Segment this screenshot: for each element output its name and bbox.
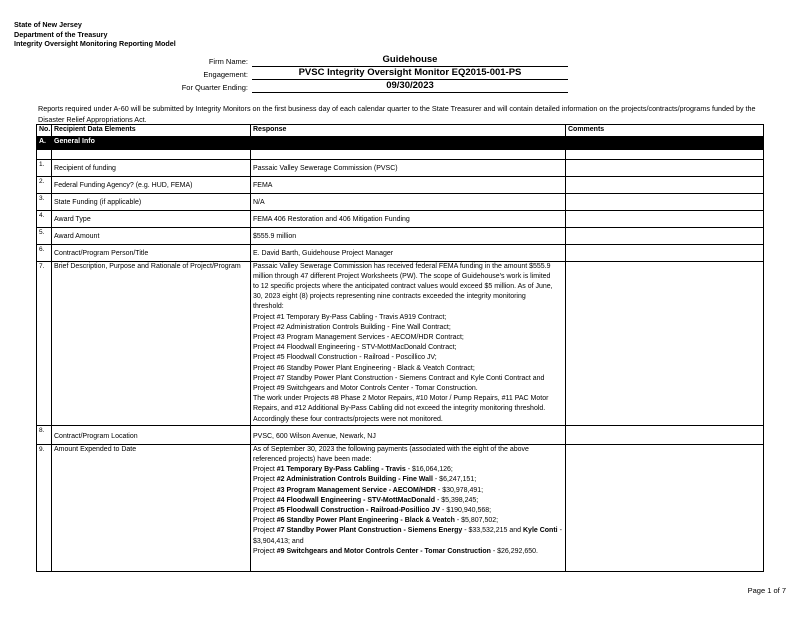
payment-line: Project #3 Program Management Service - AECOM/HDR - $30,978,491; [253,486,484,494]
table-row [37,193,764,210]
table-row-expended [37,444,764,571]
row-no: 9. [37,444,52,571]
quarter-value: 09/30/2023 [252,80,568,93]
payment-line: Project #4 Floodwall Engineering - STV-MottMacDonald - $5,398,245; [253,496,479,504]
recipient-data-table [36,124,764,572]
table-row [37,159,764,176]
row-comment [566,193,764,210]
agency-department: Department of the Treasury [14,29,108,39]
row-response: $555.9 million [251,227,566,244]
agency-header [14,20,176,49]
row-no: 2. [37,176,52,193]
firm-label: Firm Name: [208,57,248,66]
row-response: N/A [251,193,566,210]
row-no: 4. [37,210,52,227]
engagement-label: Engagement: [203,70,248,79]
row-no: 6. [37,244,52,261]
quarter-row [140,80,570,93]
row-comment [566,244,764,261]
row-comment [566,444,764,571]
row-comment [566,261,764,425]
row-comment [566,210,764,227]
agency-model: Integrity Oversight Monitoring Reporting Model [14,39,176,48]
payment-line: Project #6 Standby Power Plant Engineering - Black & Veatch - $5,807,502; [253,517,499,525]
payment-line: $3,904,413; and [253,537,304,545]
header-comments: Comments [566,125,764,137]
payment-line: Project #7 Standby Power Plant Construction - Siemens Energy - $33,532,215 and Kyle Conti - [253,527,562,535]
engagement-row [140,67,570,80]
engagement-value: PVSC Integrity Oversight Monitor EQ2015-001-PS [252,67,568,80]
quarter-label: For Quarter Ending: [181,83,248,92]
table-row [37,210,764,227]
row-no: 5. [37,227,52,244]
section-title: General Info [52,136,251,149]
payment-line: Project #1 Temporary By-Pass Cabling - Travis - $16,064,126; [253,466,453,474]
header-element: Recipient Data Elements [52,125,251,137]
row-comment [566,227,764,244]
row-element: Award Type [52,210,251,227]
row-element: Recipient of funding [52,159,251,176]
expended-response: As of September 30, 2023 the following payments (associated with the eight of the above referenced projects) have been made: Project #1 Temporary By-Pass Cabling - Travis - $16,064,126; Project #2 Administration Controls Building - Fine Wall - $6,247,151; Project #3 Program Management Service - AECOM/HDR - $30,978,491; Project #4 Floodwall Engineering - STV-MottMacDonald - $5,398,245; Project #5 Floodwall Construction - Railroad-Posillico JV - $190,940,568; Project #6 Standby Power Plant Engineering - Black & Veatch - $5,807,502; Project #7 Standby Power Plant Construction - Siemens Energy - $33,532,215 and Kyle Conti - $3,904,413; and Project #9 Switchgears and Motor Controls Center - Tomar Construction - $26,292,650. [251,444,566,571]
description-response: Passaic Valley Sewerage Commission has received federal FEMA funding in the amount $555.9 million through 47 different Project Worksheets (PW). The scope of Guidehouse's work is limited to 12 specific projects where the anticipated contract values would exceed $5 million. As of June, 30, 2023 eight (8) projects representing nine contracts exceeded the integrity monitoring threshold: Project #1 Temporary By-Pass Cabling - Travis A919 Contract; Project #2 Administration Controls Building - Fine Wall Contract; Project #3 Program Management Services - AECOM/HDR Contract; Project #4 Floodwall Engineering - STV-MottMacDonald Contract; Project #5 Floodwall Construction - Railroad - Poscillico JV; Project #6 Standby Power Plant Engineering - Black & Veatch Contract; Project #7 Standby Power Plant Construction - Siemens Contract and Kyle Conti Contract and Project #9 Switchgears and Motor Controls Center - Tomar Construction. The work under Projects #8 Phase 2 Motor Repairs, #10 Motor / Pump Repairs, #11 PAC Motor Repairs, and #12 Additional By-Pass Cabling did not exceed the integrity monitoring threshold. Accordingly these four contracts/projects were not monitored. [251,261,566,425]
row-response: E. David Barth, Guidehouse Project Manager [251,244,566,261]
section-row [37,136,764,149]
payment-line: Project #5 Floodwall Construction - Railroad-Posillico JV - $190,940,568; [253,506,492,514]
row-no: 3. [37,193,52,210]
agency-state: State of New Jersey [14,20,82,29]
table-row [37,244,764,261]
row-element: Federal Funding Agency? (e.g. HUD, FEMA) [52,176,251,193]
row-comment [566,159,764,176]
header-no: No. [37,125,52,137]
row-response: PVSC, 600 Wilson Avenue, Newark, NJ [251,425,566,444]
blank-row [37,149,764,159]
table-row [37,176,764,193]
report-meta [140,54,570,93]
row-response: Passaic Valley Sewerage Commission (PVSC) [251,159,566,176]
row-no: 1. [37,159,52,176]
section-no: A. [37,136,52,149]
table-row [37,227,764,244]
row-comment [566,176,764,193]
row-response: FEMA [251,176,566,193]
row-element: Brief Description, Purpose and Rationale of Project/Program [52,261,251,425]
firm-row [140,54,570,67]
intro-paragraph: Reports required under A-60 will be submitted by Integrity Monitors on the first business day of each calendar quarter to the State Treasurer and will contain detailed information on the projects/contracts/programs funded by the Disaster Relief Appropriations Act. [38,104,756,124]
page-number: Page 1 of 7 [747,586,786,595]
row-response: FEMA 406 Restoration and 406 Mitigation Funding [251,210,566,227]
firm-value: Guidehouse [252,54,568,67]
row-element: Contract/Program Person/Title [52,244,251,261]
row-element: State Funding (if applicable) [52,193,251,210]
table-header-row [37,125,764,137]
row-no: 8. [37,425,52,444]
row-element: Contract/Program Location [52,425,251,444]
table-row-description [37,261,764,425]
row-no: 7. [37,261,52,425]
row-element: Amount Expended to Date [52,444,251,571]
table-row-location [37,425,764,444]
row-comment [566,425,764,444]
payment-line: Project #9 Switchgears and Motor Controls Center - Tomar Construction - $26,292,650. [253,547,538,555]
payment-line: Project #2 Administration Controls Building - Fine Wall - $6,247,151; [253,476,477,484]
row-element: Award Amount [52,227,251,244]
header-response: Response [251,125,566,137]
